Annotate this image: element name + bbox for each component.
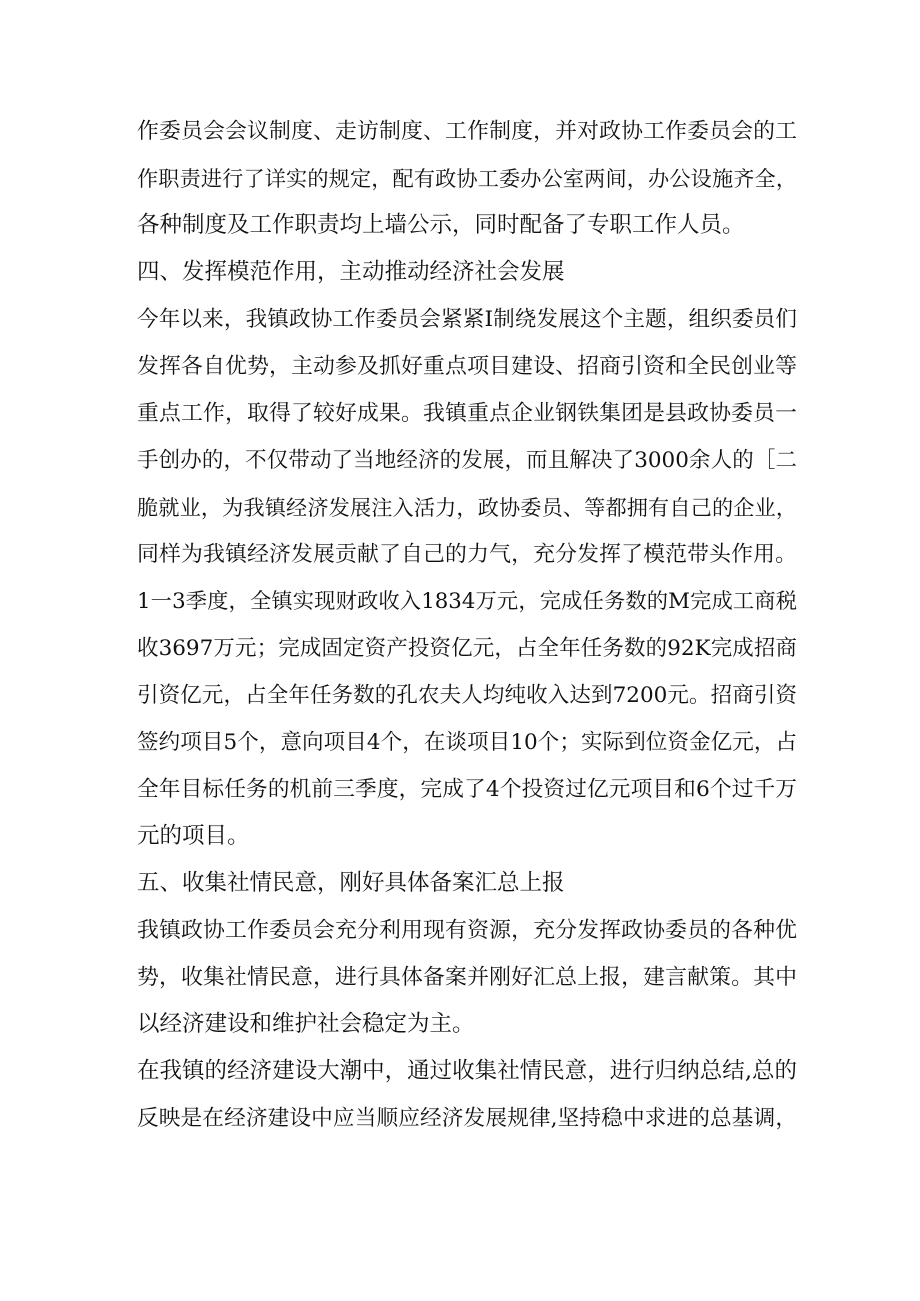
text-line: 引资亿元，占全年任务数的孔农夫人均纯收入达到7200元。招商引资: [137, 683, 797, 708]
text-line: 脆就业，为我镇经济发展注入活力，政协委员、等都拥有自己的企业，: [137, 495, 797, 520]
section-heading: 五、收集社情民意，刚好具体备案汇总上报: [137, 870, 565, 896]
text-line: 签约项目5个，意向项目4个，在谈项目10个；实际到位资金亿元，占: [137, 730, 797, 755]
text-line: 各种制度及工作职责均上墙公示，同时配备了专职工作人员。: [137, 212, 745, 238]
text-line: 以经济建设和维护社会稳定为主。: [137, 1011, 475, 1037]
text-line: 全年目标任务的机前三季度，完成了4个投资过亿元项目和6个过千万: [137, 777, 797, 802]
text-line: 我镇政协工作委员会充分利用现有资源，充分发挥政协委员的各种优: [137, 918, 797, 943]
text-line: 反映是在经济建设中应当顺应经济发展规律,坚持稳中求进的总基调，: [137, 1106, 797, 1131]
text-line: 收3697万元；完成固定资产投资亿元，占全年任务数的92K完成招商: [137, 636, 797, 661]
section-heading: 四、发挥模范作用，主动推动经济社会发展: [137, 259, 565, 285]
body-text: [137, 108, 797, 1142]
text-line: 今年以来，我镇政协工作委员会紧紧I制绕发展这个主题，组织委员们: [137, 307, 797, 332]
text-line: 作职责进行了详实的规定，配有政协工委办公室两间，办公设施齐全，: [137, 166, 797, 191]
text-line: 势，收集社情民意，进行具体备案并刚好汇总上报，建言献策。其中: [137, 965, 797, 990]
text-line: 作委员会会议制度、走访制度、工作制度，并对政协工作委员会的工: [137, 119, 797, 144]
text-line: 同样为我镇经济发展贡献了自己的力气，充分发挥了模范带头作用。: [137, 542, 797, 567]
text-line: 1一3季度，全镇实现财政收入1834万元，完成任务数的M完成工商税: [137, 589, 797, 614]
text-line: 在我镇的经济建设大潮中，通过收集社情民意，进行归纳总结,总的: [137, 1058, 797, 1084]
text-line: 手创办的，不仅带动了当地经济的发展，而且解决了3000余人的［二: [137, 448, 797, 473]
text-line: 重点工作，取得了较好成果。我镇重点企业钢铁集团是县政协委员一: [137, 401, 797, 426]
text-line: 发挥各自优势，主动参及抓好重点项目建设、招商引资和全民创业等: [137, 354, 797, 379]
text-line: 元的项目。: [137, 823, 250, 849]
